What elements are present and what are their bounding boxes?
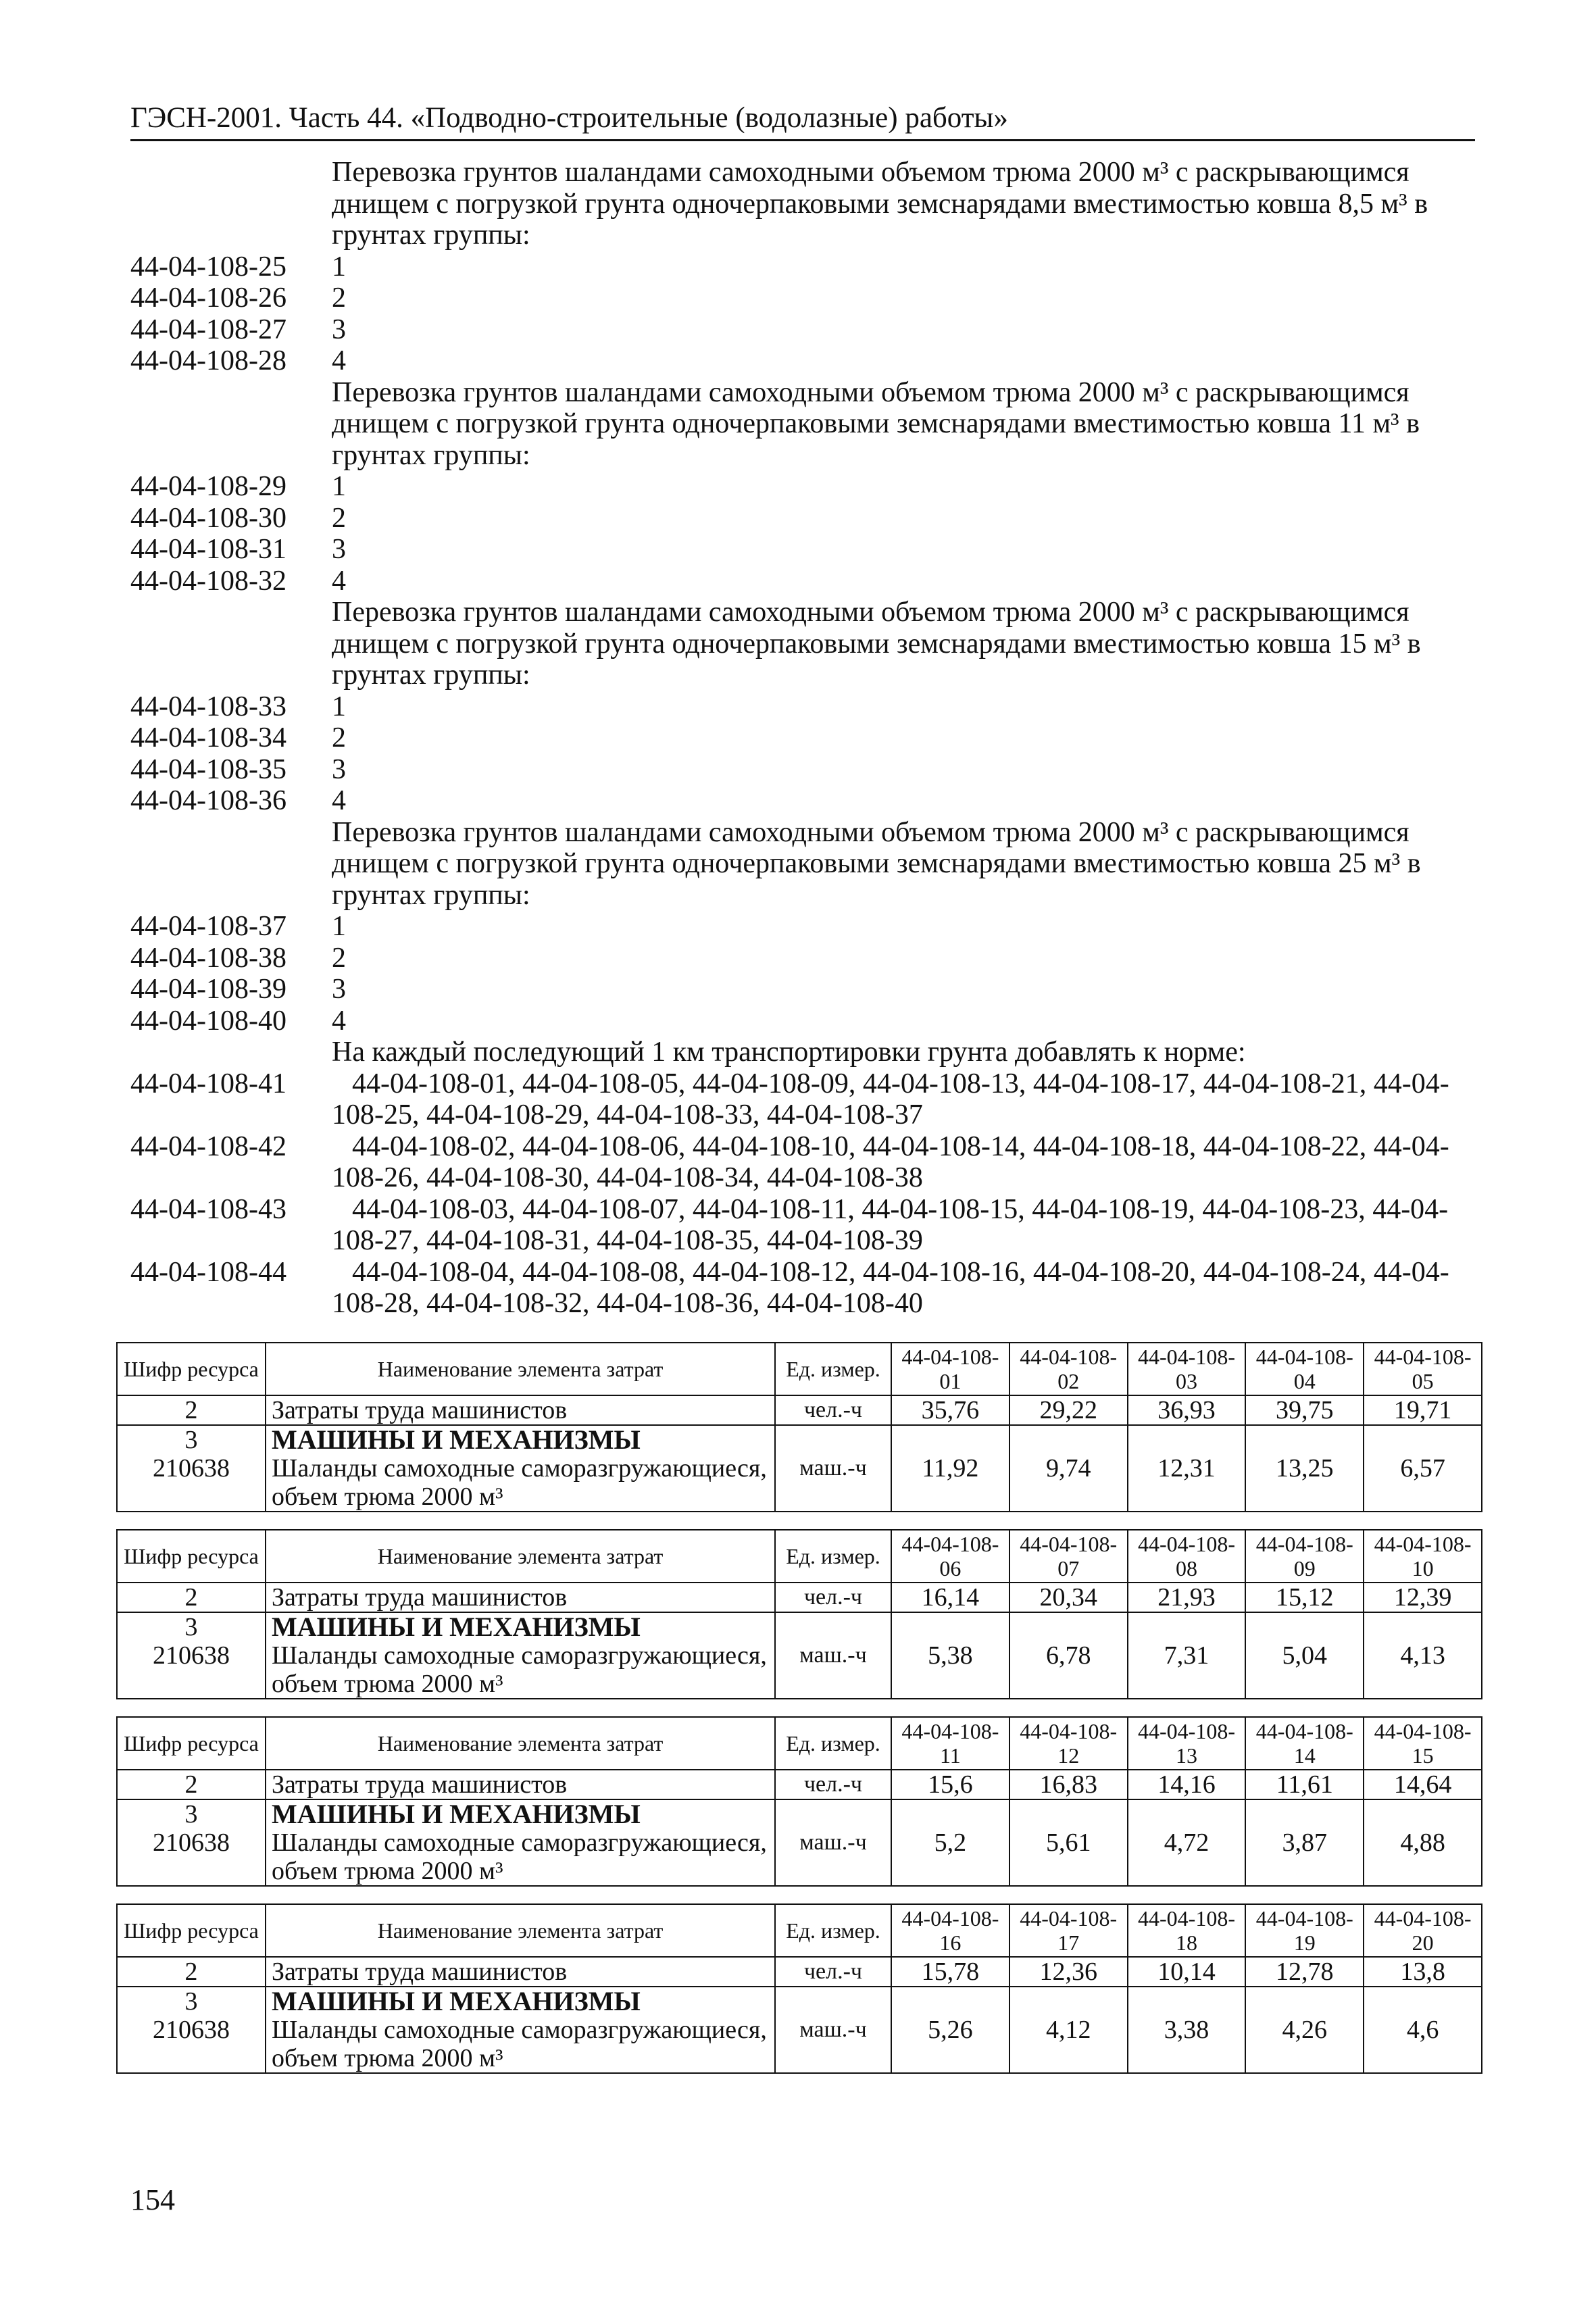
row-value: 10,14 <box>1128 1957 1246 1987</box>
resource-name: Шаланды самоходные саморазгружающиеся, объем трюма 2000 м³ <box>272 1641 767 1698</box>
norm-section <box>130 157 1475 377</box>
row-shifr <box>117 1425 266 1512</box>
soil-group: 1 <box>332 251 346 282</box>
table-header-row <box>117 1904 1482 1957</box>
soil-group: 3 <box>332 974 346 1005</box>
header-code: 44-04-108-09 <box>1245 1530 1364 1583</box>
header-unit: Ед. измер. <box>775 1717 891 1770</box>
table-row-machines <box>117 1987 1482 2073</box>
norm-code: 44-04-108-40 <box>130 1005 286 1037</box>
section-intro: Перевозка грунтов шаландами самоходными объемом трюма 2000 м³ с раскрывающимся днищем с погрузкой грунта одночерпаковыми земснарядами вместимостью ковша 11 м³ в грунтах группы: <box>332 376 1420 471</box>
row-value: 16,83 <box>1009 1770 1128 1799</box>
section-intro: Перевозка грунтов шаландами самоходными объемом трюма 2000 м³ с раскрывающимся днищем с погрузкой грунта одночерпаковыми земснарядами вместимостью ковша 25 м³ в грунтах группы: <box>332 816 1421 911</box>
row-value: 21,93 <box>1128 1583 1246 1612</box>
row-value: 12,78 <box>1245 1957 1364 1987</box>
norm-item <box>130 722 1475 754</box>
additional-intro: На каждый последующий 1 км транспортировки грунта добавлять к норме: <box>332 1037 1246 1068</box>
resource-table <box>116 1342 1482 1512</box>
soil-group: 2 <box>332 942 346 974</box>
row-value: 3,87 <box>1245 1799 1364 1886</box>
header-code: 44-04-108-19 <box>1245 1904 1364 1957</box>
additional-item <box>130 1068 1475 1131</box>
row-unit: чел.-ч <box>775 1770 891 1799</box>
resource-table <box>116 1716 1482 1887</box>
referenced-norms: 44-04-108-04, 44-04-108-08, 44-04-108-12, 44-04-108-16, 44-04-108-20, 44-04-108-24, 44-04-108-28, 44-04-108-32, 44-04-108-36, 44-04-108-40 <box>332 1256 1449 1319</box>
norm-code: 44-04-108-27 <box>130 314 286 345</box>
row-unit: чел.-ч <box>775 1395 891 1425</box>
norm-code: 44-04-108-39 <box>130 974 286 1005</box>
row-unit: маш.-ч <box>775 1987 891 2073</box>
norm-code: 44-04-108-35 <box>130 753 286 785</box>
row-name <box>266 1987 775 2073</box>
norm-item <box>130 345 1475 377</box>
norm-code: 44-04-108-33 <box>130 691 286 722</box>
section-title: МАШИНЫ И МЕХАНИЗМЫ <box>272 1424 641 1455</box>
page-number: 154 <box>130 2183 175 2216</box>
section-code: 3 <box>184 1426 198 1454</box>
table-header-row <box>117 1530 1482 1583</box>
norm-item <box>130 503 1475 534</box>
additional-item <box>130 1194 1475 1257</box>
soil-group: 4 <box>332 565 346 597</box>
soil-group: 4 <box>332 345 346 376</box>
additional-item <box>130 1257 1475 1320</box>
section-code: 3 <box>184 1987 198 2016</box>
table-row-labor <box>117 1957 1482 1987</box>
row-value: 15,6 <box>891 1770 1009 1799</box>
row-unit: чел.-ч <box>775 1583 891 1612</box>
norm-section <box>130 377 1475 597</box>
table-row-machines <box>117 1425 1482 1512</box>
row-unit: маш.-ч <box>775 1425 891 1512</box>
row-value: 13,25 <box>1245 1425 1364 1512</box>
soil-group: 3 <box>332 314 346 345</box>
row-name: Затраты труда машинистов <box>266 1957 775 1987</box>
soil-group: 3 <box>332 534 346 565</box>
header-code: 44-04-108-18 <box>1128 1904 1246 1957</box>
soil-group: 4 <box>332 1005 346 1037</box>
norm-code: 44-04-108-26 <box>130 282 286 314</box>
table-header-row <box>117 1717 1482 1770</box>
resource-table <box>116 1903 1482 2074</box>
row-value: 15,12 <box>1245 1583 1364 1612</box>
header-code: 44-04-108-14 <box>1245 1717 1364 1770</box>
header-code: 44-04-108-16 <box>891 1904 1009 1957</box>
norm-code: 44-04-108-30 <box>130 502 286 534</box>
header-code: 44-04-108-08 <box>1128 1530 1246 1583</box>
row-value: 39,75 <box>1245 1395 1364 1425</box>
row-name <box>266 1425 775 1512</box>
row-value: 6,78 <box>1009 1612 1128 1699</box>
header-code: 44-04-108-15 <box>1364 1717 1482 1770</box>
row-name: Затраты труда машинистов <box>266 1583 775 1612</box>
resource-name: Шаланды самоходные саморазгружающиеся, объем трюма 2000 м³ <box>272 1454 767 1511</box>
header-unit: Ед. измер. <box>775 1530 891 1583</box>
norm-item <box>130 534 1475 566</box>
row-value: 5,61 <box>1009 1799 1128 1886</box>
row-value: 4,12 <box>1009 1987 1128 2073</box>
additional-section <box>130 1037 1475 1320</box>
soil-group: 2 <box>332 282 346 314</box>
resource-code: 210638 <box>153 1454 230 1483</box>
table-row-labor <box>117 1583 1482 1612</box>
section-intro: Перевозка грунтов шаландами самоходными объемом трюма 2000 м³ с раскрывающимся днищем с погрузкой грунта одночерпаковыми земснарядами вместимостью ковша 15 м³ в грунтах группы: <box>332 597 1421 691</box>
header-code: 44-04-108-20 <box>1364 1904 1482 1957</box>
soil-group: 2 <box>332 722 346 753</box>
row-value: 5,38 <box>891 1612 1009 1699</box>
norm-code: 44-04-108-29 <box>130 471 286 502</box>
table-row-labor <box>117 1395 1482 1425</box>
header-code: 44-04-108-03 <box>1128 1343 1246 1395</box>
row-value: 5,04 <box>1245 1612 1364 1699</box>
norms-list <box>130 157 1475 1320</box>
row-value: 7,31 <box>1128 1612 1246 1699</box>
section-intro: Перевозка грунтов шаландами самоходными объемом трюма 2000 м³ с раскрывающимся днищем с погрузкой грунта одночерпаковыми земснарядами вместимостью ковша 8,5 м³ в грунтах группы: <box>332 157 1428 251</box>
norm-item <box>130 471 1475 503</box>
row-value: 20,34 <box>1009 1583 1128 1612</box>
soil-group: 1 <box>332 691 346 722</box>
header-unit: Ед. измер. <box>775 1904 891 1957</box>
section-code: 3 <box>184 1800 198 1828</box>
resource-name: Шаланды самоходные саморазгружающиеся, объем трюма 2000 м³ <box>272 1828 767 1885</box>
row-value: 14,64 <box>1364 1770 1482 1799</box>
norm-code: 44-04-108-41 <box>130 1068 286 1099</box>
table-header-row <box>117 1343 1482 1395</box>
row-unit: маш.-ч <box>775 1799 891 1886</box>
header-code: 44-04-108-17 <box>1009 1904 1128 1957</box>
row-value: 11,61 <box>1245 1770 1364 1799</box>
resource-code: 210638 <box>153 1828 230 1857</box>
row-value: 3,38 <box>1128 1987 1246 2073</box>
resource-code: 210638 <box>153 2016 230 2044</box>
table-row-labor <box>117 1770 1482 1799</box>
header-shifr: Шифр ресурса <box>117 1904 266 1957</box>
row-value: 4,13 <box>1364 1612 1482 1699</box>
row-value: 12,39 <box>1364 1583 1482 1612</box>
row-shifr: 2 <box>117 1583 266 1612</box>
header-code: 44-04-108-06 <box>891 1530 1009 1583</box>
additional-item <box>130 1131 1475 1194</box>
row-value: 4,88 <box>1364 1799 1482 1886</box>
row-shifr: 2 <box>117 1957 266 1987</box>
norm-code: 44-04-108-25 <box>130 251 286 282</box>
row-value: 19,71 <box>1364 1395 1482 1425</box>
norm-item <box>130 943 1475 974</box>
row-value: 35,76 <box>891 1395 1009 1425</box>
norm-code: 44-04-108-37 <box>130 911 286 942</box>
row-value: 5,2 <box>891 1799 1009 1886</box>
norm-section <box>130 597 1475 817</box>
norm-code: 44-04-108-36 <box>130 785 286 816</box>
header-code: 44-04-108-07 <box>1009 1530 1128 1583</box>
row-shifr <box>117 1987 266 2073</box>
referenced-norms: 44-04-108-02, 44-04-108-06, 44-04-108-10, 44-04-108-14, 44-04-108-18, 44-04-108-22, 44-04-108-26, 44-04-108-30, 44-04-108-34, 44-04-108-38 <box>332 1130 1449 1193</box>
norm-code: 44-04-108-38 <box>130 942 286 974</box>
norm-section <box>130 817 1475 1037</box>
row-value: 12,31 <box>1128 1425 1246 1512</box>
norm-item <box>130 314 1475 346</box>
header-name: Наименование элемента затрат <box>266 1530 775 1583</box>
section-title: МАШИНЫ И МЕХАНИЗМЫ <box>272 1799 641 1829</box>
soil-group: 3 <box>332 753 346 785</box>
header-code: 44-04-108-01 <box>891 1343 1009 1395</box>
row-value: 4,6 <box>1364 1987 1482 2073</box>
row-unit: маш.-ч <box>775 1612 891 1699</box>
row-value: 29,22 <box>1009 1395 1128 1425</box>
row-name <box>266 1799 775 1886</box>
row-shifr <box>117 1612 266 1699</box>
soil-group: 1 <box>332 471 346 502</box>
norm-item <box>130 911 1475 943</box>
row-value: 5,26 <box>891 1987 1009 2073</box>
row-value: 12,36 <box>1009 1957 1128 1987</box>
row-value: 6,57 <box>1364 1425 1482 1512</box>
header-unit: Ед. измер. <box>775 1343 891 1395</box>
resource-name: Шаланды самоходные саморазгружающиеся, объем трюма 2000 м³ <box>272 2016 767 2072</box>
norm-code: 44-04-108-43 <box>130 1193 286 1225</box>
row-value: 4,26 <box>1245 1987 1364 2073</box>
soil-group: 2 <box>332 502 346 534</box>
row-name <box>266 1612 775 1699</box>
section-title: МАШИНЫ И МЕХАНИЗМЫ <box>272 1986 641 2016</box>
referenced-norms: 44-04-108-01, 44-04-108-05, 44-04-108-09, 44-04-108-13, 44-04-108-17, 44-04-108-21, 44-04-108-25, 44-04-108-29, 44-04-108-33, 44-04-108-37 <box>332 1068 1449 1130</box>
norm-code: 44-04-108-32 <box>130 565 286 597</box>
norm-code: 44-04-108-34 <box>130 722 286 753</box>
header-code: 44-04-108-10 <box>1364 1530 1482 1583</box>
row-value: 9,74 <box>1009 1425 1128 1512</box>
norm-item <box>130 754 1475 786</box>
header-code: 44-04-108-02 <box>1009 1343 1128 1395</box>
page-header: ГЭСН-2001. Часть 44. «Подводно-строительные (водолазные) работы» <box>130 101 1475 141</box>
resource-code: 210638 <box>153 1641 230 1670</box>
row-name: Затраты труда машинистов <box>266 1770 775 1799</box>
row-shifr: 2 <box>117 1395 266 1425</box>
norm-code: 44-04-108-31 <box>130 534 286 565</box>
norm-item <box>130 785 1475 817</box>
header-code: 44-04-108-13 <box>1128 1717 1246 1770</box>
norm-item <box>130 1005 1475 1037</box>
norm-item <box>130 566 1475 597</box>
norm-code: 44-04-108-28 <box>130 345 286 376</box>
row-value: 13,8 <box>1364 1957 1482 1987</box>
norm-item <box>130 691 1475 723</box>
header-shifr: Шифр ресурса <box>117 1530 266 1583</box>
section-code: 3 <box>184 1613 198 1641</box>
row-value: 36,93 <box>1128 1395 1246 1425</box>
norm-code: 44-04-108-42 <box>130 1130 286 1162</box>
header-code: 44-04-108-04 <box>1245 1343 1364 1395</box>
row-unit: чел.-ч <box>775 1957 891 1987</box>
header-name: Наименование элемента затрат <box>266 1717 775 1770</box>
norm-item <box>130 251 1475 283</box>
row-value: 14,16 <box>1128 1770 1246 1799</box>
norm-item <box>130 282 1475 314</box>
soil-group: 4 <box>332 785 346 816</box>
header-name: Наименование элемента затрат <box>266 1343 775 1395</box>
header-code: 44-04-108-05 <box>1364 1343 1482 1395</box>
referenced-norms: 44-04-108-03, 44-04-108-07, 44-04-108-11, 44-04-108-15, 44-04-108-19, 44-04-108-23, 44-04-108-27, 44-04-108-31, 44-04-108-35, 44-04-108-39 <box>332 1193 1449 1256</box>
row-value: 4,72 <box>1128 1799 1246 1886</box>
row-value: 15,78 <box>891 1957 1009 1987</box>
row-name: Затраты труда машинистов <box>266 1395 775 1425</box>
table-row-machines <box>117 1799 1482 1886</box>
row-value: 11,92 <box>891 1425 1009 1512</box>
header-code: 44-04-108-11 <box>891 1717 1009 1770</box>
table-row-machines <box>117 1612 1482 1699</box>
norm-code: 44-04-108-44 <box>130 1256 286 1288</box>
header-code: 44-04-108-12 <box>1009 1717 1128 1770</box>
header-shifr: Шифр ресурса <box>117 1343 266 1395</box>
header-shifr: Шифр ресурса <box>117 1717 266 1770</box>
resource-table <box>116 1529 1482 1699</box>
row-shifr: 2 <box>117 1770 266 1799</box>
norm-item <box>130 974 1475 1005</box>
row-shifr <box>117 1799 266 1886</box>
section-title: МАШИНЫ И МЕХАНИЗМЫ <box>272 1612 641 1642</box>
header-name: Наименование элемента затрат <box>266 1904 775 1957</box>
row-value: 16,14 <box>891 1583 1009 1612</box>
soil-group: 1 <box>332 911 346 942</box>
